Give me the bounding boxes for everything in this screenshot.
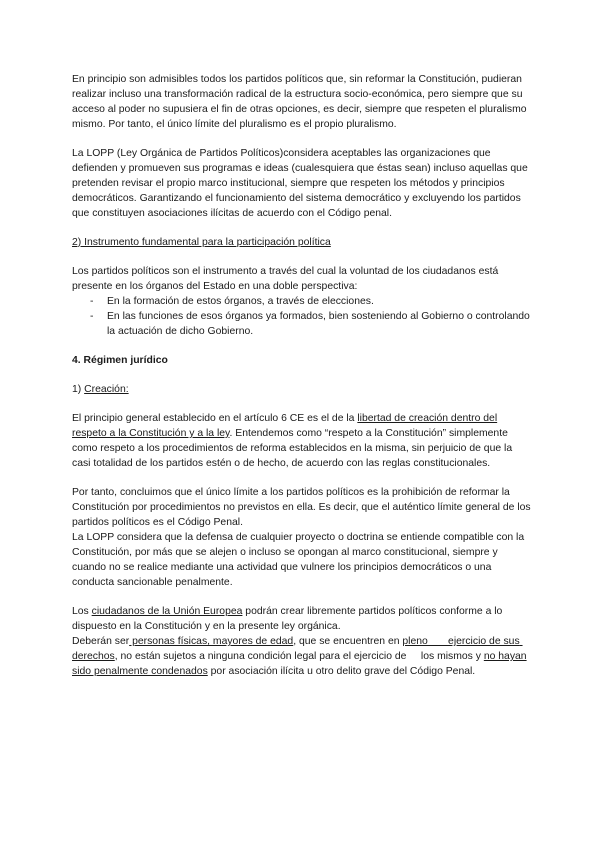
underlined-text: libertad de creación dentro del respeto a la Constitución y a la ley [72,413,498,439]
list-item-text: En las funciones de esos órganos ya formados, bien sosteniendo al Gobierno o controlando la actuación de dicho Gobierno. [107,311,530,337]
perspective-list [72,294,532,339]
underlined-text: personas físicas, mayores de edad [129,636,294,647]
text-span: por asociación ilícita u otro delito grave del Código Penal. [207,666,476,677]
paragraph-lopp-defensa: La LOPP considera que la defensa de cualquier proyecto o doctrina se entiende compatible con la Constitución, por más que se alejen o incluso se opongan al marco constitucional, siempre y cuando no se realice mediante una actividad que vulnere los principios democráticos o una conducta sancionable penalmente. [72,532,525,588]
list-item [72,309,532,339]
document-page [72,72,532,679]
dash-bullet: - [90,296,94,307]
subheading-number: 1) [72,384,85,395]
text-span: El principio general establecido en el artículo 6 CE es el de la [72,413,358,424]
paragraph-pluralismo: En principio son admisibles todos los partidos políticos que, sin reformar la Constitución, pudieran realizar incluso una transformación radical de la estructura socio-económica, pero siempre que su acceso al poder no supusiera el fin de otras opciones, es decir, siempre que respeten el pluralismo mismo. Por tanto, el único límite del pluralismo es el propio pluralismo. [72,74,527,130]
subheading-creacion [72,382,532,397]
section-heading-regimen: 4. Régimen jurídico [72,355,168,366]
text-span: Deberán ser [72,636,130,647]
text-span: Los [72,606,92,617]
paragraph-requisitos [72,634,532,679]
paragraph-instrumento: Los partidos políticos son el instrumento a través del cual la voluntad de los ciudadanos está presente en los órganos del Estado en una doble perspectiva: [72,266,499,292]
heading-instrumento: 2) Instrumento fundamental para la participación política [72,237,331,248]
underlined-text: no hayan sido penalmente condenados [72,651,527,677]
paragraph-principio-general [72,411,532,471]
text-span: podrán crear libremente partidos políticos conforme a lo dispuesto en la Constitución y en la presente ley orgánica. [72,606,503,632]
dash-bullet: - [90,311,94,322]
subheading-title: Creación: [84,384,129,395]
text-span: , que se encuentren en [293,636,403,647]
underlined-text: pleno ejercicio de sus derechos [72,636,523,662]
text-span: , no están sujetos a ninguna condición legal para el ejercicio de los mismos y [114,651,484,662]
text-span: . Entendemos como “respeto a la Constitución” simplemente como respeto a los procedimientos de reforma establecidos en la misma, sin perjuicio de que la casi totalidad de los partidos estén o de hecho, de acuerdo con las reglas constitucionales. [72,428,513,469]
paragraph-ciudadanos [72,604,532,634]
list-item-text: En la formación de estos órganos, a través de elecciones. [107,296,374,307]
paragraph-lopp: La LOPP (Ley Orgánica de Partidos Políticos)considera aceptables las organizaciones que defienden y promueven sus programas e ideas (cualesquiera que éstas sean) incluso aquellas que pretenden revisar el propio marco institucional, siempre que respeten los métodos y principios democráticos. Garantizando el funcionamiento del sistema democrático y excluyendo los partidos que constituyen asociaciones ilícitas de acuerdo con el Código penal. [72,148,528,219]
paragraph-conclusion: Por tanto, concluimos que el único límite a los partidos políticos es la prohibición de reformar la Constitución por procedimientos no previstos en ella. Es decir, que el auténtico límite general de los partidos políticos es el Código Penal. [72,487,531,528]
underlined-text: ciudadanos de la Unión Europea [91,606,243,617]
list-item [72,294,532,309]
